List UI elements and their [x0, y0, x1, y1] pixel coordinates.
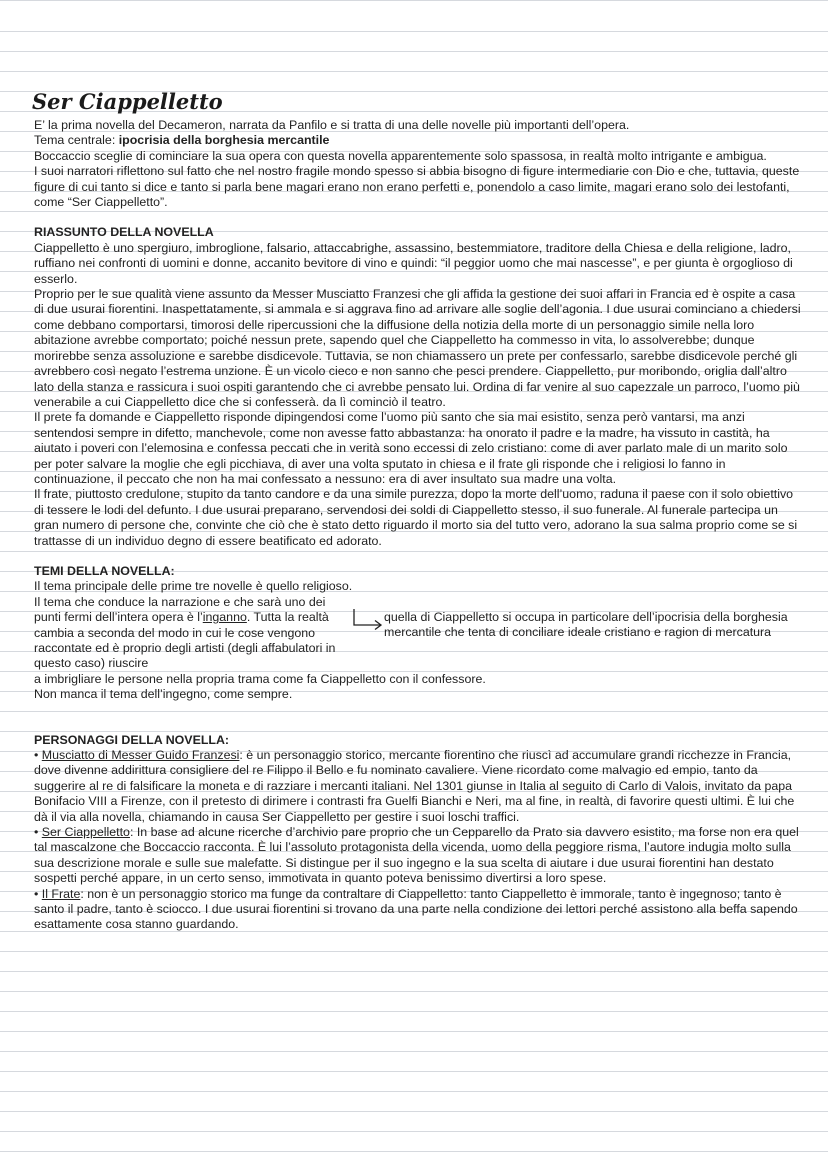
note-page: [34, 88, 802, 933]
intro-section: [34, 118, 802, 210]
themes-left-column: Il tema che conduce la narrazione e che sarà uno dei punti fermi dell’intera opera è l’inganno. Tutta la realtà cambia a seconda del modo in cui le cose vengono raccontate ed è proprio degli artisti (degli affabulatori in questo caso) riuscire: [34, 594, 336, 671]
central-theme-label: Tema centrale:: [34, 133, 119, 148]
character-name: Musciatto di Messer Guido Franzesi: [41, 748, 240, 762]
intro-paragraph: I suoi narratori riflettono sul fatto che nel nostro fragile mondo spesso si abbia bisogno di figure intermediarie con Dio e che, tuttavia, queste figure di cui tanto si dice e tanto si parla bene magari erano non erano perfetti e, ponendolo a caso limite, magari erano solo dei lestofanti, come “Ser Ciappelletto”.: [34, 164, 800, 210]
central-theme-value: ipocrisia della borghesia mercantile: [118, 133, 330, 148]
summary-section: [34, 225, 802, 549]
summary-paragraph: Il frate, piuttosto credulone, stupito da tanto candore e da una simile purezza, dopo la morte dell’uomo, raduna il paese con il solo obiettivo di tessere le lodi del defunto. I due usurai preparano, servendosi dei soldi di Ciappelletto stesso, il suo funerale. Al funerale partecipa un gran numero di persone che, convinte che ciò che è stato detto riguardo il morto sia del tutto vero, adorano la sua salma proprio come se si trattasse di un individuo degno di essere beatificato ed adorato.: [34, 487, 798, 548]
themes-heading: TEMI DELLA NOVELLA:: [34, 563, 175, 578]
intro-line: E’ la prima novella del Decameron, narrata da Panfilo e si tratta di una delle novelle più importanti dell’opera.: [34, 118, 630, 132]
themes-right-note: quella di Ciappelletto si occupa in particolare dell’ipocrisia della borghesia mercantile che tenta di conciliare ideale cristiano e ragion di mercatura: [384, 609, 788, 640]
themes-line: Non manca il tema dell’ingegno, come sempre.: [34, 687, 293, 702]
characters-section: [34, 733, 802, 933]
character-item-musciatto: • Musciatto di Messer Guido Franzesi: è un personaggio storico, mercante fiorentino che riuscì ad accumulare grandi ricchezze in Francia, dove divenne addirittura consigliere del re Filippo il Bello e fu nominato cavaliere. Viene ricordato come malvagio ed empio, tanto da suggerire al re di falsificare la moneta e di razziare i mercanti italiani. Nel 1301 giunse in Italia al seguito di Carlo di Valois, invitato da papa Bonifacio VIII a Firenze, con il pretesto di dirimere i contrasti fra Guelfi Bianchi e Neri, ma al fine, in realtà, di favorire questi ultimi. È lui che dà il via alla novella, chiamando in causa Ser Ciappelletto per gestire i suoi loschi traffici.: [34, 748, 795, 824]
summary-paragraph: Ciappelletto è uno spergiuro, imbroglione, falsario, attaccabrighe, assassino, bestemmiatore, traditore della Chiesa e della religione, ladro, ruffiano nei confronti di uomini e donne, accanito bevitore di vino e quindi: “il peggior uomo che mai nascesse”, e per giunta è orgoglioso di esserlo.: [34, 240, 793, 286]
themes-section: [34, 564, 802, 703]
page-title: Ser Ciappelletto: [32, 89, 223, 114]
summary-heading: RIASSUNTO DELLA NOVELLA: [34, 225, 214, 240]
themes-split: [34, 595, 802, 672]
character-name: Il Frate: [41, 886, 81, 901]
summary-paragraph: Proprio per le sue qualità viene assunto da Messer Musciatto Franzesi che gli affida la gestione dei suoi affari in Francia ed è ospite a casa di due usurai fiorentini. Inaspettatamente, si ammala e si aggrava fino ad arrivare alle soglie dell’agonia. I due usurai cominciano a chiedersi come debbano comportarsi, timorosi delle ripercussioni che la diffusione della notizia della morte di un personaggio simile nella loro abitazione avrebbe comportato; poiché nessun prete, sapendo quel che Ciappelletto ha commesso in vita, lo assolverebbe; dunque morirebbe senza assoluzione e sarebbe disdicevole. Tuttavia, se non chiamassero un prete per confessarlo, sarebbe disdicevole perché gli avrebbero così negato l’estrema unzione. È un vicolo cieco e non sanno che pesci prendere. Ciappelletto, pur moribondo, origlia dall’altro lato della stanza e rassicura i suoi ospiti garantendo che ci avrebbe pensato lui. Ordina di far venire al suo capezzale un parroco, l’uomo più venerabile a cui Ciappelletto dice che si confesserà. da lì cominciò il teatro.: [34, 287, 801, 409]
character-item-ciappelletto: • Ser Ciappelletto: In base ad alcune ricerche d’archivio pare proprio che un Cepparello da Prato sia davvero esistito, ma forse non era quel tal mascalzone che Boccaccio racconta. È lui l’assoluto protagonista della vicenda, uomo della peggiore risma, l’autore indugia molto sulla sua descrizione morale e sulle sue malefatte. Si distingue per il suo ingegno e la sua scelta di aiutare i due usurai fiorentini han destato sospetti perché appare, in un certo senso, immotivata in quanto poteva benissimo divertirsi a loro spese.: [34, 825, 799, 886]
themes-line: Il tema principale delle prime tre novelle è quello religioso.: [34, 579, 353, 594]
summary-paragraph: Il prete fa domande e Ciappelletto risponde dipingendosi come l’uomo più santo che sia mai esistito, senza però vantarsi, ma anzi sentendosi sempre in difetto, manchevole, come non avesse fatto abbastanza: ha onorato il padre e la madre, ha vissuto in castità, ha aiutato i poveri con l’elemosina e confessa peccati che in verità sono eccessi di zelo cristiano: come di aver parlato male di un marito solo per poter salvare la moglie che egli picchiava, di aver una volta sputato in chiesa e il frate gli risponde che i religiosi lo fanno in continuazione, il peccato che non ha mai confessato a nessuno: era di aver insultato sua madre una volta.: [34, 410, 788, 486]
character-name: Ser Ciappelletto: [41, 825, 130, 840]
themes-line: a imbrigliare le persone nella propria trama come fa Ciappelletto con il confessore.: [34, 671, 486, 686]
central-theme: [34, 133, 802, 148]
characters-heading: PERSONAGGI DELLA NOVELLA:: [34, 732, 230, 747]
character-item-frate: • Il Frate: non è un personaggio storico ma funge da contraltare di Ciappelletto: tanto Ciappelletto è immorale, tanto è ingegnoso; tanto è santo il padre, tanto è sciocco. I due usurai fiorentini si trovano da una parte nella condizione dei lettori perché assistono alla beffa sapendo esattamente cosa stanno guardando.: [34, 886, 798, 932]
intro-paragraph: Boccaccio sceglie di cominciare la sua opera con questa novella apparentemente solo spassosa, in realtà molto intrigante e ambigua.: [34, 148, 767, 163]
arrow-right-icon: [351, 608, 385, 630]
deception-keyword: inganno: [202, 610, 247, 625]
